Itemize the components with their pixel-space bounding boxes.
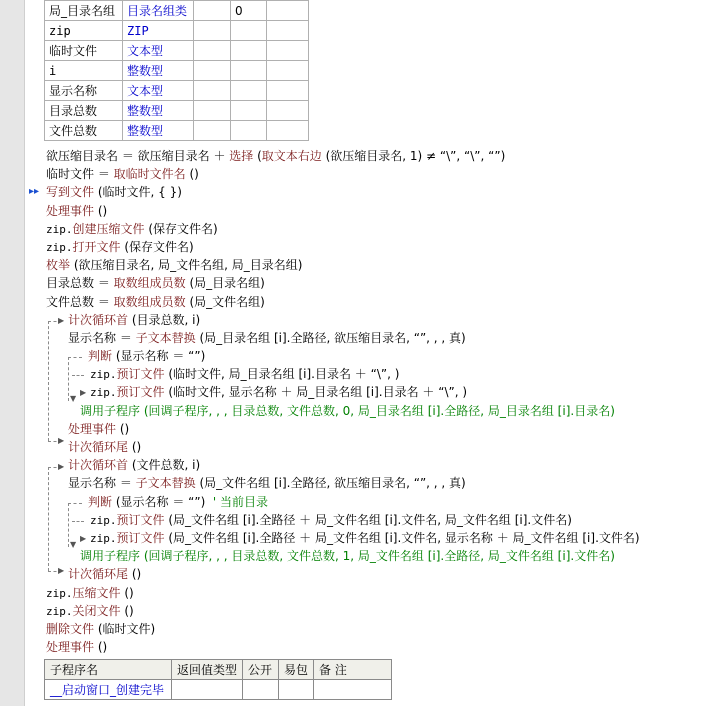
code-line[interactable]: zip.预订文件 (局_文件名组 [i].全路径 ＋ 局_文件名组 [i].文件名, 局_文件名组 [i].文件名) xyxy=(90,512,572,527)
local-variable-table xyxy=(44,0,309,141)
var-note[interactable] xyxy=(267,21,309,41)
code-line[interactable]: 欲压缩目录名 ＝ 欲压缩目录名 ＋ 选择 (取文本右边 (欲压缩目录名, 1) ≠ “\”, “\”, “”) xyxy=(46,149,506,163)
code-line[interactable]: 处理事件 () xyxy=(46,640,108,655)
var-array[interactable] xyxy=(231,81,267,101)
code-line[interactable]: 处理事件 () xyxy=(46,203,108,218)
execution-pointer-icon[interactable]: ▸▸ xyxy=(29,186,40,198)
flow-arrow-icon: ▶ xyxy=(80,534,87,543)
var-type[interactable]: 文本型 xyxy=(123,41,194,61)
code-line[interactable]: 目录总数 ＝ 取数组成员数 (局_目录名组) xyxy=(46,276,265,291)
variable-row[interactable] xyxy=(45,21,309,41)
var-type[interactable]: ZIP xyxy=(123,21,194,41)
variable-row[interactable] xyxy=(45,1,309,21)
var-note[interactable] xyxy=(267,61,309,81)
subroutine-return-type[interactable] xyxy=(172,680,243,700)
code-line[interactable]: 判断 (显示名称 ＝ “”) ' 当前目录 xyxy=(88,494,269,509)
var-name[interactable]: 文件总数 xyxy=(45,121,123,141)
var-static[interactable] xyxy=(194,41,231,61)
var-name[interactable]: 显示名称 xyxy=(45,81,123,101)
subroutine-note[interactable] xyxy=(314,680,392,700)
code-line[interactable]: 调用子程序 (回调子程序, , , 目录总数, 文件总数, 1, 局_文件名组 [i].全路径, 局_文件名组 [i].文件名) xyxy=(80,549,615,564)
variable-row[interactable] xyxy=(45,81,309,101)
var-static[interactable] xyxy=(194,121,231,141)
var-name[interactable]: 目录总数 xyxy=(45,101,123,121)
var-static[interactable] xyxy=(194,1,231,21)
code-line[interactable]: 计次循环尾 () xyxy=(68,440,142,454)
var-array[interactable] xyxy=(231,61,267,81)
var-note[interactable] xyxy=(267,1,309,21)
code-line[interactable]: 显示名称 ＝ 子文本替换 (局_目录名组 [i].全路径, 欲压缩目录名, “”, , , 真) xyxy=(68,330,466,345)
var-note[interactable] xyxy=(267,41,309,61)
code-line[interactable]: zip.预订文件 (局_文件名组 [i].全路径 ＋ 局_文件名组 [i].文件名, 显示名称 ＋ 局_文件名组 [i].文件名) xyxy=(90,530,640,545)
header-easy-package: 易包 xyxy=(279,660,314,680)
code-line[interactable]: 计次循环尾 () xyxy=(68,567,142,582)
code-line[interactable]: zip.关闭文件 () xyxy=(46,603,134,618)
code-line[interactable]: zip.预订文件 (临时文件, 显示名称 ＋ 局_目录名组 [i].目录名 ＋ “\”, ) xyxy=(90,385,468,400)
var-note[interactable] xyxy=(267,121,309,141)
code-editor[interactable] xyxy=(0,147,708,656)
code-line[interactable]: zip.创建压缩文件 (保存文件名) xyxy=(46,221,218,236)
var-array[interactable] xyxy=(231,121,267,141)
var-array[interactable] xyxy=(231,101,267,121)
flow-arrow-icon: ▶ xyxy=(58,316,65,325)
var-type[interactable]: 整数型 xyxy=(123,121,194,141)
flow-arrow-icon: ▶ xyxy=(80,388,87,397)
code-line[interactable]: zip.预订文件 (临时文件, 局_目录名组 [i].目录名 ＋ “\”, ) xyxy=(90,367,400,382)
subroutine-header-row xyxy=(45,660,392,680)
code-line[interactable]: zip.压缩文件 () xyxy=(46,585,134,600)
var-name[interactable]: zip xyxy=(45,21,123,41)
variable-row[interactable] xyxy=(45,121,309,141)
subroutine-table xyxy=(44,659,392,700)
code-line[interactable]: 删除文件 (临时文件) xyxy=(46,621,156,636)
variable-row[interactable] xyxy=(45,101,309,121)
code-line[interactable]: 计次循环首 (目录总数, i) xyxy=(68,312,201,327)
flow-arrow-icon: ▶ xyxy=(58,566,65,575)
var-name[interactable]: i xyxy=(45,61,123,81)
var-static[interactable] xyxy=(194,61,231,81)
variable-row[interactable] xyxy=(45,61,309,81)
var-type[interactable]: 目录名组类 xyxy=(123,1,194,21)
var-static[interactable] xyxy=(194,21,231,41)
subroutine-name[interactable]: __启动窗口_创建完毕 xyxy=(45,680,172,700)
code-line[interactable]: 处理事件 () xyxy=(68,421,130,436)
subroutine-row[interactable] xyxy=(45,680,392,700)
var-type[interactable]: 整数型 xyxy=(123,101,194,121)
var-type[interactable]: 整数型 xyxy=(123,61,194,81)
code-line[interactable]: 文件总数 ＝ 取数组成员数 (局_文件名组) xyxy=(46,294,265,309)
code-line[interactable]: 调用子程序 (回调子程序, , , 目录总数, 文件总数, 0, 局_目录名组 [i].全路径, 局_目录名组 [i].目录名) xyxy=(80,403,615,418)
var-note[interactable] xyxy=(267,81,309,101)
var-static[interactable] xyxy=(194,101,231,121)
var-array[interactable] xyxy=(231,21,267,41)
code-line[interactable]: ▸▸ 写到文件 (临时文件, { }) xyxy=(29,185,182,200)
code-line[interactable]: 枚举 (欲压缩目录名, 局_文件名组, 局_目录名组) xyxy=(46,258,303,273)
var-name[interactable]: 临时文件 xyxy=(45,41,123,61)
subroutine-public[interactable] xyxy=(243,680,279,700)
code-line[interactable]: 显示名称 ＝ 子文本替换 (局_文件名组 [i].全路径, 欲压缩目录名, “”, , , 真) xyxy=(68,476,466,491)
var-array[interactable] xyxy=(231,41,267,61)
code-line[interactable]: 计次循环首 (文件总数, i) xyxy=(68,458,201,473)
code-line[interactable]: 判断 (显示名称 ＝ “”) xyxy=(88,349,206,364)
var-note[interactable] xyxy=(267,101,309,121)
code-line[interactable]: zip.打开文件 (保存文件名) xyxy=(46,239,194,254)
var-array[interactable]: 0 xyxy=(231,1,267,21)
flow-down-arrow-icon: ▼ xyxy=(70,540,77,549)
flow-down-arrow-icon: ▼ xyxy=(70,394,77,403)
var-type[interactable]: 文本型 xyxy=(123,81,194,101)
header-public: 公开 xyxy=(243,660,279,680)
header-note: 备 注 xyxy=(314,660,392,680)
header-return-type: 返回值类型 xyxy=(172,660,243,680)
subroutine-easy-package[interactable] xyxy=(279,680,314,700)
header-name: 子程序名 xyxy=(45,660,172,680)
flow-arrow-icon: ▶ xyxy=(58,462,65,471)
flow-arrow-icon: ▶ xyxy=(58,436,65,445)
code-line[interactable]: 临时文件 ＝ 取临时文件名 () xyxy=(46,167,199,182)
var-static[interactable] xyxy=(194,81,231,101)
var-name[interactable]: 局_目录名组 xyxy=(45,1,123,21)
variable-row[interactable] xyxy=(45,41,309,61)
